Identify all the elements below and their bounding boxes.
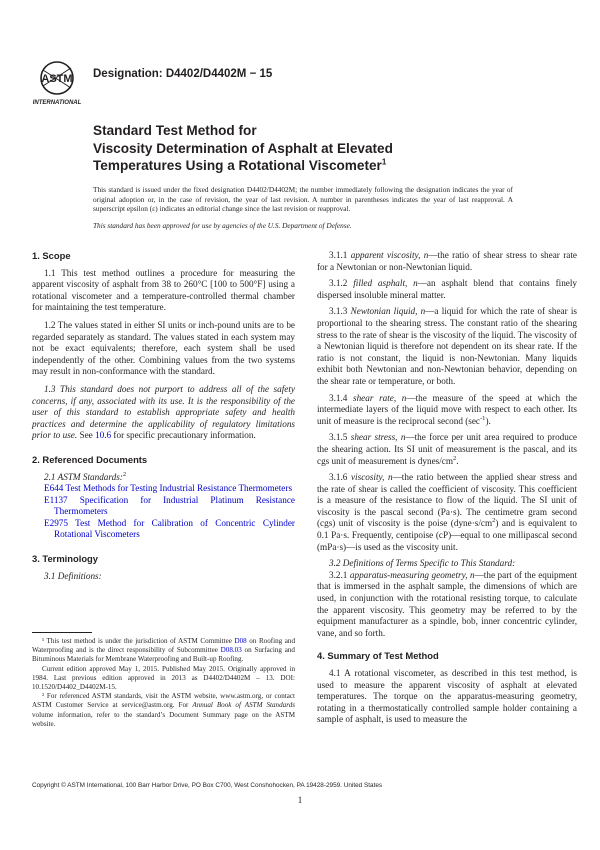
reference-e644[interactable]	[32, 483, 295, 495]
left-column	[32, 250, 295, 582]
paragraph-1-2: 1.2 The values stated in either SI units or inch-pound units are to be regarded separately as standard. The values stated in each system may not be exact equivalents; therefore, each system shall be used independently of the other. Combining values from the two systems may result in non-conformance with the standard.	[32, 319, 295, 377]
definition-3-1-2	[317, 278, 577, 301]
definition-3-1-4	[317, 393, 577, 428]
definitions-text: 3.1 Definitions:	[44, 570, 102, 581]
definition-text: —the part of the equipment that is immersed in the asphalt sample, the dimensions of which are used, in conjunction with the rotational resisting torque, to calculate the apparent viscosity. This geometry may be referred to by the equipment manufacturer as a spindle, bob, inner concentric cylinder, vane, and so forth.	[317, 569, 578, 638]
footnote-1	[32, 637, 295, 665]
subcommittee-link-d08-03[interactable]: D08.03	[220, 646, 242, 655]
title-footnote-mark: 1	[381, 157, 387, 167]
designation: Designation: D4402/D4402M − 15	[93, 68, 273, 80]
astm-standards-text: 2.1 ASTM Standards:	[44, 471, 123, 482]
safety-see: See	[77, 430, 96, 441]
definitions-specific-text: 3.2 Definitions of Terms Specific to This Standard:	[329, 558, 516, 569]
footnote-divider	[32, 632, 92, 633]
definition-number: 3.1.3	[329, 306, 351, 317]
definition-number: 3.1.6	[329, 472, 351, 483]
copyright-notice: Copyright © ASTM International, 100 Barr Harbor Drive, PO Box C700, West Conshohocken, PA 19428-2959. United States	[32, 782, 383, 789]
definition-3-1-3	[317, 306, 577, 387]
definition-number: 3.1.4	[329, 392, 354, 403]
definition-end: ).	[485, 415, 491, 426]
superscript: -1	[480, 414, 486, 422]
reference-title[interactable]: Test Method for Calibration of Concentric Cylinder Rotational Viscometers	[54, 517, 295, 540]
committee-link-d08[interactable]: D08	[234, 637, 247, 645]
footnote-text: ² For referenced ASTM standards, visit the ASTM website, www.astm.org, or contact ASTM Customer Service at service@astm.org. For	[32, 692, 295, 710]
page-number: 1	[297, 796, 303, 806]
definition-text: —the ratio between the applied shear stress and the rate of shear is called the coefficient of viscosity. This coefficient is a measure of the resistance to flow of the liquid. The SI unit of viscosity is the pascal second (Pa·s). The centimetre gram second (cgs) unit of viscosity is the poise (dyne·s/cm	[317, 472, 577, 529]
reference-code[interactable]: E644	[44, 483, 64, 494]
reference-title[interactable]: Specification for Industrial Platinum Resistance Thermometers	[54, 494, 295, 517]
title-line-3	[93, 157, 533, 175]
summary-heading: 4. Summary of Test Method	[317, 650, 439, 662]
definition-term: shear rate, n	[353, 392, 407, 403]
standard-notice: This standard is issued under the fixed designation D4402/D4402M; the number immediately following the designation indicates the year of original adoption or, in the case of revision, the year of last revision. A number in parentheses indicates the year of last reapproval. A superscript epsilon (ε) indicates an editorial change since the last revision or reapproval.	[93, 185, 513, 214]
footnote-2	[32, 692, 295, 729]
logo-subtext: INTERNATIONAL	[33, 100, 82, 106]
footnote-text: ¹ This test method is under the jurisdiction of ASTM Committee	[42, 637, 235, 645]
definition-term: filled asphalt, n	[353, 278, 418, 289]
definitions-label	[32, 571, 295, 583]
footnotes	[32, 637, 295, 729]
astm-standards-footnote-mark: 2	[122, 470, 127, 478]
definition-3-2-1	[317, 570, 577, 640]
definition-text: —the force per unit area required to produce the shearing action. Its SI unit of measurement is the pascal, and its cgs unit of measurement is dynes/cm	[317, 432, 577, 466]
reference-e1137[interactable]	[32, 495, 295, 518]
superscript: 2	[453, 454, 457, 462]
paragraph-1-1: 1.1 This test method outlines a procedure for measuring the apparent viscosity of asphalt from 38 to 260°C [100 to 500°F] using a rotational viscometer and a temperature-controlled thermal chamber for maintaining the test temperature.	[32, 267, 295, 313]
definition-term: apparatus-measuring geometry, n	[349, 569, 475, 580]
definition-end: .	[456, 455, 459, 466]
approval-notice: This standard has been approved for use by agencies of the U.S. Department of Defense.	[93, 221, 352, 230]
reference-title[interactable]: Test Methods for Testing Industrial Resistance Thermometers	[63, 483, 293, 494]
safety-statement: 1.3 This standard does not purport to address all of the safety concerns, if any, associated with its use. It is the responsibility of the user of this standard to establish appropriate safety and health practices and determine the applicability of regulatory limitations prior to use.	[32, 383, 295, 441]
definition-term: Newtonian liquid, n	[350, 306, 426, 317]
footnote-text: on Surfacing and Bituminous Materials for Membrane Waterproofing and Built-up Roofing.	[32, 646, 295, 664]
title-line-2: Viscosity Determination of Asphalt at Elevated	[93, 140, 393, 156]
reference-code[interactable]: E1137	[44, 494, 68, 505]
definitions-specific-label	[317, 558, 577, 570]
definition-number: 3.2.1	[329, 569, 350, 580]
paragraph-1-3	[32, 384, 295, 442]
footnote-italic: Annual Book of ASTM Standards	[192, 701, 296, 710]
astm-logo	[33, 58, 85, 108]
definition-text: —an asphalt blend that contains finely dispersed insoluble mineral matter.	[317, 278, 578, 300]
scope-heading: 1. Scope	[32, 250, 71, 261]
right-column	[317, 250, 577, 726]
document-title	[93, 122, 533, 175]
definition-term: shear stress, n	[350, 432, 406, 443]
definition-number: 3.1.5	[329, 432, 351, 443]
footnote-text: on Roofing and Waterproofing and is the direct responsibility of Subcommittee	[32, 637, 296, 655]
definition-text: —the measure of the speed at which the intermediate layers of the liquid move with respect to each other. Its unit of measure is the reciprocal second (sec	[317, 392, 578, 426]
paragraph-4-1: 4.1 A rotational viscometer, as described in this test method, is used to measure the apparent viscosity of asphalt at elevated temperatures. The torque on the apparatus-measuring geometry, rotating in a thermostatically controlled sample holder containing a sample of asphalt, is used to measure the	[317, 668, 577, 725]
reference-code[interactable]: E2975	[44, 517, 68, 528]
superscript: 2	[492, 517, 496, 525]
safety-end: for specific precautionary information.	[111, 430, 256, 441]
definition-3-1-1	[317, 250, 577, 273]
title-line-1: Standard Test Method for	[93, 123, 257, 138]
definition-term: viscosity, n	[350, 472, 393, 483]
definition-term: apparent viscosity, n	[350, 250, 429, 260]
section-link-10-6[interactable]: 10.6	[95, 430, 112, 441]
title-line-3-text: Temperatures Using a Rotational Viscometer	[93, 158, 382, 173]
footnote-text: volume information, refer to the standard’s Document Summary page on the ASTM website.	[32, 710, 295, 728]
footnote-1-edition: Current edition approved May 1, 2015. Published May 2015. Originally approved in 1984. Last previous edition approved in 2013 as D4402/D4402M – 13. DOI: 10.1520/D4402_D4402M-15.	[32, 664, 295, 692]
definition-3-1-6	[317, 472, 577, 553]
astm-standards-label	[32, 472, 295, 484]
terminology-heading: 3. Terminology	[32, 553, 98, 565]
definition-text: —a liquid for which the rate of shear is proportional to the shearing stress. The constant ratio of the shearing stress to the rate of shear is the viscosity of the liquid. The viscosity of a Newtonian liquid is therefore not dependent on its shear rate. If the ratio is not constant, the liquid is non-Newtonian. Many liquids exhibit both Newtonian and non-Newtonian behavior, depending on the shear rate or temperature, or both.	[317, 306, 578, 386]
referenced-documents-heading: 2. Referenced Documents	[32, 453, 148, 465]
definition-3-1-5	[317, 432, 577, 467]
definition-end: ) and is equivalent to 0.1 Pa·s. Frequently, centipoise (cP)—equal to one millipascal second (mPa·s)—is used as the viscosity unit.	[317, 518, 577, 552]
reference-e2975[interactable]	[32, 518, 295, 541]
definition-number: 3.1.1	[329, 250, 351, 260]
definition-number: 3.1.2	[329, 278, 354, 289]
definition-text: —the ratio of shear stress to shear rate for a Newtonian or non-Newtonian liquid.	[317, 250, 577, 272]
logo-text: ASTM	[41, 73, 73, 85]
